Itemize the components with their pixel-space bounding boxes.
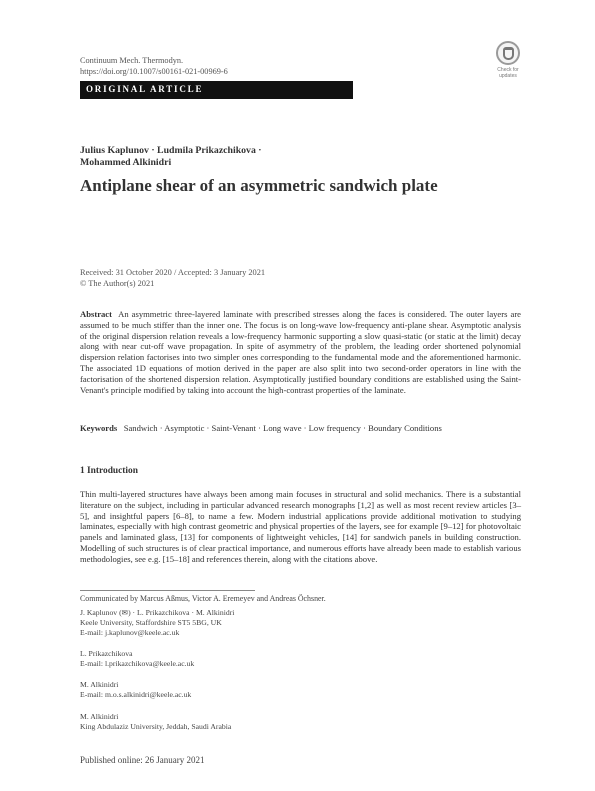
introduction-paragraph: Thin multi-layered structures have always been among main focuses in structural and solid mechanics. There is a substantial literature on the subject, including in particular advanced research monographs [1,2] as well as most recent review articles [3–5], and insightful papers [6–8], to name a few. Modern industrial applications provide additional motivation to studying laminates, especially with high contrast geometric and physical properties of the layers, see for example [9–12] for photovoltaic panels and laminated glass, [13] for components of lightweight vehicles, [14] for sandwich panels in building construction. Modelling of such structures is of clear practical importance, and numerous efforts have already been made to establish various methodologies, see e.g. [15–18] and references therein, along with the citations above. — [80, 489, 521, 564]
affiliation-block — [80, 680, 191, 700]
crossmark-line1: Check for — [497, 67, 519, 73]
section-heading-introduction: 1 Introduction — [80, 466, 138, 476]
communicated-by: Communicated by Marcus Aßmus, Victor A. Eremeyev and Andreas Öchsner. — [80, 594, 326, 603]
abstract — [80, 309, 521, 395]
keywords — [80, 423, 442, 433]
affiliation-line: M. Alkinidri — [80, 680, 119, 689]
keywords-label: Keywords — [80, 423, 118, 433]
affiliation-block — [80, 649, 194, 669]
authors-line1: Julius Kaplunov · Ludmila Prikazchikova · — [80, 145, 262, 156]
article-type: ORIGINAL ARTICLE — [86, 84, 204, 94]
abstract-text: An asymmetric three-layered laminate with prescribed stresses along the faces is considered. The outer layers are assumed to be much stiffer than the inner one. The focus is on long-wave low-frequency anti-plane shear. Asymptotic analysis of the original dispersion relation reveals a low-frequency harmonic supporting a slow quasi-static (or static at the limit) decay along with near cut-off wave propagation. In spite of asymmetry of the problem, the leading order shortened polynomial dispersion relation factorises into two simpler ones corresponding to the fundamental mode and the aforementioned harmonic. The associated 1D equations of motion derived in the paper are also split into two second-order operators in line with the factorisation of the shortened dispersion relation. Asymptotically justified boundary conditions are established using the Saint-Venant's principle modified by taking into account the high-contrast properties of the laminate. — [80, 309, 522, 395]
crossmark-label — [491, 67, 525, 79]
affiliation-email[interactable]: E-mail: l.prikazchikova@keele.ac.uk — [80, 659, 195, 668]
article-type-banner — [80, 81, 353, 99]
author-list — [80, 145, 262, 169]
affiliation-line: King Abdulaziz University, Jeddah, Saudi Arabia — [80, 722, 232, 731]
authors-line2: Mohammed Alkinidri — [80, 157, 172, 168]
article-dates — [80, 267, 265, 289]
abstract-label: Abstract — [80, 309, 112, 319]
affiliation-email[interactable]: E-mail: j.kaplunov@keele.ac.uk — [80, 628, 180, 637]
journal-header — [80, 55, 228, 77]
received-accepted: Received: 31 October 2020 / Accepted: 3 January 2021 — [80, 268, 266, 277]
doi-link[interactable]: https://doi.org/10.1007/s00161-021-00969-6 — [80, 67, 228, 76]
affiliation-line: L. Prikazchikova — [80, 649, 133, 658]
copyright-notice: © The Author(s) 2021 — [80, 279, 155, 288]
affiliation-line: M. Alkinidri — [80, 712, 119, 721]
article-title: Antiplane shear of an asymmetric sandwich plate — [80, 176, 438, 195]
crossmark-icon — [496, 41, 520, 65]
journal-name: Continuum Mech. Thermodyn. — [80, 56, 184, 65]
affiliation-block — [80, 608, 234, 638]
crossmark-button[interactable] — [491, 41, 525, 79]
affiliation-email[interactable]: E-mail: m.o.s.alkinidri@keele.ac.uk — [80, 690, 192, 699]
keywords-text: Sandwich · Asymptotic · Saint-Venant · Long wave · Low frequency · Boundary Conditions — [123, 423, 442, 433]
crossmark-line2: updates — [499, 73, 517, 79]
published-online: Published online: 26 January 2021 — [80, 755, 205, 765]
footnote-divider — [80, 590, 255, 591]
affiliation-block — [80, 712, 231, 732]
affiliation-line: J. Kaplunov (✉) · L. Prikazchikova · M. Alkinidri — [80, 608, 235, 617]
affiliation-line: Keele University, Staffordshire ST5 5BG, UK — [80, 618, 222, 627]
